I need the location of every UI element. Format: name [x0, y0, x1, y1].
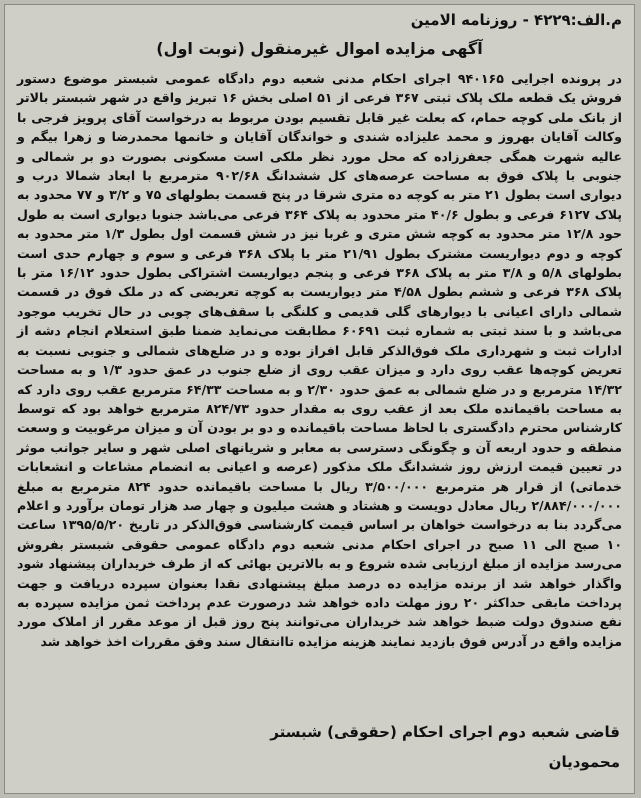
newspaper-reference: م.الف:۴۲۲۹ - روزنامه الامین — [410, 11, 622, 29]
signature-title: قاضی شعبه دوم اجرای احکام (حقوقی) شبستر — [270, 723, 620, 741]
newspaper-clipping — [4, 4, 635, 794]
notice-title: آگهی مزایده اموال غیرمنقول (نوبت اول) — [156, 39, 483, 58]
signature-block — [270, 717, 620, 777]
notice-body: در پرونده اجرایی ۹۴۰۱۶۵ اجرای احکام مدنی شعبه دوم دادگاه عمومی شبستر موضوع دستور فروش یک قطعه ملک پلاک ثبتی ۳۶۷ فرعی از ۵۱ اصلی بخش ۱۶ تبریز واقع در شهر شبستر بالاتر از بانک ملی کوچه حمام، که بعلت غیر قابل تقسیم بودن مربوط به درخواست آقای پرویز فرجی با وکالت آقایان بهروز و محمد علیزاده شندی و خواندگان آقایان و خانمها محمدرضا و زهرا بیگم و عالیه شهرت همگی جعفرزاده که محل مورد نظر ملکی است مسکونی بصورت دو بر شمالی و جنوبی با پلاک فوق به مساحت عرصه‌های کل ششدانگ ۹۰۲/۶۸ مترمربع با ابعاد شمالا درب و دیواری است بطول ۲۱ متر به کوچه ده متری شرقا در پنج قسمت بطولهای ۷۵ و ۳/۲ و ۷۷ محدود به پلاک ۶۱۲۷ فرعی و بطول ۴۰/۶ متر محدود به پلاک ۳۶۴ فرعی می‌باشد جنوبا دیواری است به طول حود ۱۲/۸ متر محدود به کوچه شش متری و غربا نیز در شش قسمت اول بطول ۱/۳ متر محدود به کوچه و دوم دیواریست مشترک بطول ۲۱/۹۱ متر با پلاک ۳۶۸ فرعی و سوم و چهارم حدی است بطولهای ۵/۸ و ۳/۸ متر به پلاک ۳۶۸ فرعی و پنجم دیواریست اشتراکی بطول حدود ۱۶/۱۲ متر با پلاک ۳۶۸ فرعی و ششم بطول ۴/۵۸ متر دیواریست به کوچه تعریضی که در ملک فوق در قسمت شمالی دارای اعیانی با دیوارهای گلی قدیمی و کلنگی با سقف‌های چوبی در حال تخریب موجود می‌باشد و با سند ثبتی به شماره ثبت ۶۰۶۹۱ مطابقت می‌نماید ضمنا طبق استعلام انجام دشه از ادارات ثبت و شهرداری ملک فوق‌الذکر قابل افراز بوده و در ضلع‌های شمالی و جنوبی نسبت به تعریض کوچه‌ها عقب روی دارد و میزان عقب روی از ضلع جنوب در عمق حدود ۱/۳ و به مساحت ۱۴/۳۲ مترمربع و در ضلع شمالی به عمق حدود ۲/۳۰ و به مساحت ۶۴/۳۳ مترمربع عقب روی دارد که به مساحت باقیمانده ملک بعد از عقب روی به مقدار حدود ۸۲۴/۷۳ مترمربع خواهد بود که توسط کارشناس محترم دادگستری با لحاظ مساحت باقیمانده و دو بر بودن آن و میزان مرغوبیت و وسعت منطقه و حدود اربعه آن و چگونگی دسترسی به معابر و شریانهای اصلی شهر و سایر جوانب موثر در تعیین قیمت ارزش روز ششدانگ ملک مذکور (عرصه و اعیانی به انضمام مشاعات و انشعابات خدماتی) از قرار هر مترمربع ۳/۵۰۰/۰۰۰ ریال با مساحت باقیمانده حدود ۸۲۴ مترمربع به مبلغ ۲/۸۸۴/۰۰۰/۰۰۰ ریال معادل دویست و هشتاد و هشت میلیون و چهار صد هزار تومان برآورد و اعلام می‌گردد بنا به درخواست خواهان بر اساس قیمت کارشناسی فوق‌الذکر در تاریخ ۱۳۹۵/۵/۲۰ ساعت ۱۰ صبح الی ۱۱ صبح در اجرای احکام مدنی شعبه دوم دادگاه عمومی حقوقی شبستر بفروش می‌رسد مزایده از مبلغ ارزیابی شده شروع و به بالاترین بهائی که از طرف خریداران پیشنهاد شود واگذار خواهد شد از برنده مزایده ده درصد مبلغ پیشنهادی نقدا بعنوان سپرده دریافت و جهت پرداخت مابقی حداکثر ۲۰ روز مهلت داده خواهد شد درصورت عدم پرداخت ثمن مزایده سپرده به نفع صندوق دولت ضبط خواهد شد خریداران می‌توانند پنج روز قبل از موعد مقرر از املاک مورد مزایده واقع در آدرس فوق بازدید نمایند هزینه مزایده تاانتقال سند وفق مقررات اخذ خواهد شد — [17, 71, 623, 649]
signature-name: محمودیان — [548, 753, 620, 771]
